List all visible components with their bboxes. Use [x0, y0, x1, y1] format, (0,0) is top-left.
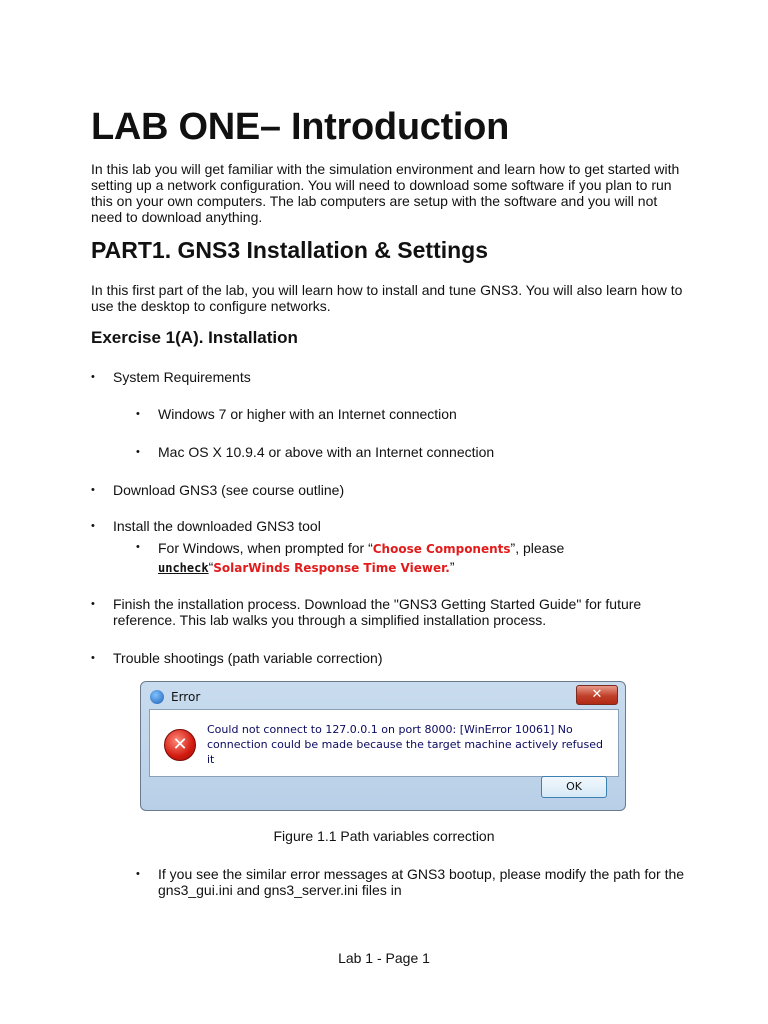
dialog-title: Error	[171, 690, 201, 704]
ok-button[interactable]: OK	[541, 776, 607, 798]
list-item-text: Install the downloaded GNS3 tool	[113, 518, 321, 534]
error-message: Could not connect to 127.0.0.1 on port 8000: [WinError 10061] No connection could be made because the target machine actively refused it	[207, 723, 603, 766]
dialog-body	[149, 709, 619, 777]
bullet-icon: •	[91, 520, 95, 532]
part1-heading: PART1. GNS3 Installation & Settings	[91, 237, 489, 263]
list-item-text: Trouble shootings (path variable correction)	[113, 650, 383, 666]
list-item-text: Windows 7 or higher with an Internet connection	[158, 406, 457, 422]
list-item-text: System Requirements	[113, 369, 251, 385]
page-title: LAB ONE– Introduction	[91, 106, 510, 148]
close-button[interactable]: ✕	[576, 685, 618, 705]
list-item-text: Download GNS3 (see course outline)	[113, 482, 345, 498]
bullet-icon: •	[91, 652, 95, 664]
error-dialog-figure	[140, 681, 626, 811]
figure-caption: Figure 1.1 Path variables correction	[273, 828, 495, 844]
bullet-icon: •	[91, 371, 95, 383]
list-item-text: Mac OS X 10.9.4 or above with an Internet connection	[158, 444, 495, 460]
bullet-icon: •	[136, 408, 140, 420]
intro-paragraph: In this lab you will get familiar with the simulation environment and learn how to get started with setting up a network configuration. You will need to download some software if you plan to run this on your own computers. The lab computers are setup with the software and you will not need to download anything.	[91, 161, 680, 225]
bullet-icon: •	[136, 446, 140, 458]
list-item-text: Finish the installation process. Download the "GNS3 Getting Started Guide" for future reference. This lab walks you through a simplified installation process.	[113, 596, 642, 628]
exercise-heading: Exercise 1(A). Installation	[91, 328, 298, 347]
part1-paragraph: In this first part of the lab, you will learn how to install and tune GNS3. You will also learn how to use the desktop to configure networks.	[91, 282, 683, 314]
error-icon: ✕	[164, 729, 196, 761]
bullet-icon: •	[136, 541, 140, 553]
list-item-text: For Windows, when prompted for “Choose Components”, please uncheck“SolarWinds Response Time Viewer.”	[158, 540, 565, 575]
app-icon	[150, 690, 164, 704]
bullet-icon: •	[91, 598, 95, 610]
bullet-icon: •	[91, 484, 95, 496]
list-item-text: If you see the similar error messages at GNS3 bootup, please modify the path for the gns3_gui.ini and gns3_server.ini files in	[158, 866, 685, 898]
bullet-icon: •	[136, 868, 140, 880]
page-footer: Lab 1 - Page 1	[338, 950, 430, 966]
